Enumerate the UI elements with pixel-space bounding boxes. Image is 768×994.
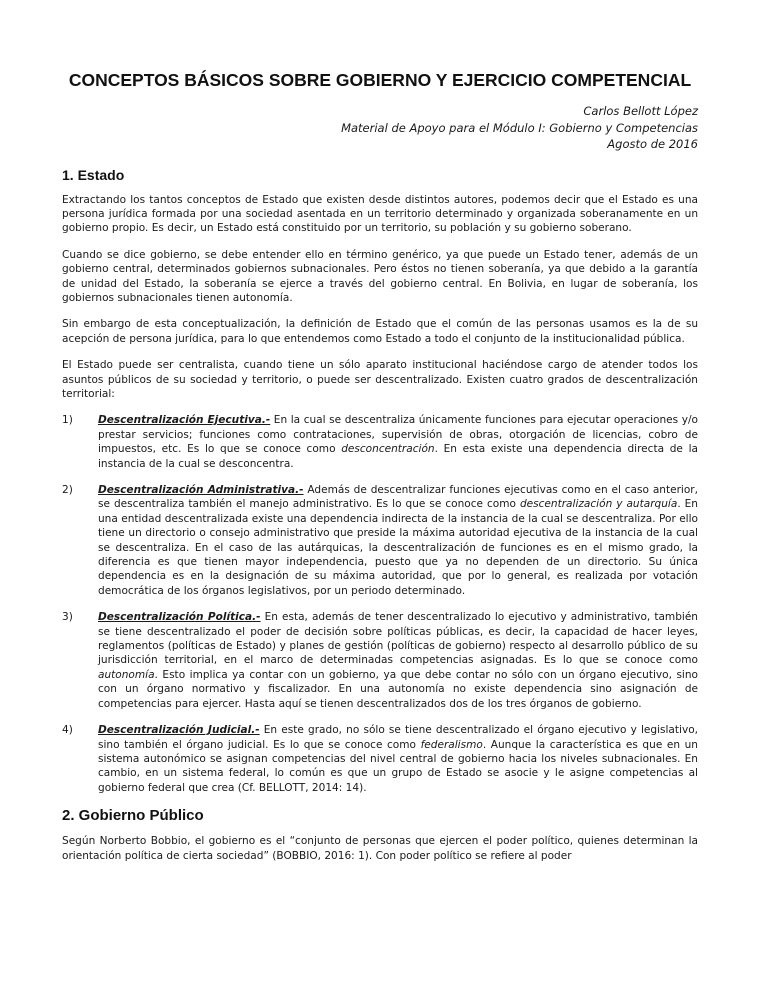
- list-number: 1): [62, 414, 73, 427]
- list-item-text: [98, 723, 698, 795]
- list-term: Descentralización Judicial.-: [98, 724, 260, 737]
- list-text: . Aunque la característica es que en un sistema autonómico se asignan competencias del nivel central de gobierno hacia los niveles subnacionales. En cambio, en un sistema federal, lo común es que un grupo de Estado se asocie y le asigne competencias al gobierno federal que crea (Cf. BELLOTT, 2014: 14).: [98, 738, 698, 794]
- section-heading-gobierno: 2. Gobierno Público: [62, 807, 204, 825]
- emphasis-text: descentralización y autarquía: [519, 498, 678, 511]
- list-term: Descentralización Administrativa.-: [98, 484, 304, 496]
- list-item: [62, 610, 698, 711]
- paragraph: Cuando se dice gobierno, se debe entender ello en término genérico, ya que puede un Estado tener, además de un gobierno central, determinados gobiernos subnacionales. Pero éstos no tienen soberanía, ya que debido a la garantía de unidad del Estado, la soberanía se ejerce a través del gobierno central. En Bolivia, en lugar de soberanía, los gobiernos subnacionales tienen autonomía.: [62, 248, 698, 304]
- list-item: [62, 723, 698, 795]
- list-text: Además de descentralizar funciones ejecutivas como en el caso anterior, se descentraliza también el manejo administrativo. Es lo que se conoce como: [98, 484, 698, 511]
- list-text: . En una entidad descentralizada existe una dependencia indirecta de la instancia de la cual se descentraliza. Por ello tiene un directorio o consejo administrativo que preside la máxima autoridad ejecutiva de la instancia de la cual se descentraliza. En el caso de las autárquicas, la descentralización de funciones es en el mismo grado, la diferencia es que tienen mayor independencia, puesto que ya no dependen de un directorio. Su única dependencia es en la designación de su máxima autoridad, que por lo general, es realizada por votación democrática de los órganos legislativos, por un periodo determinado.: [98, 498, 698, 597]
- section-heading-estado: 1. Estado: [62, 166, 125, 183]
- author-block: [62, 103, 698, 153]
- document-title: CONCEPTOS BÁSICOS SOBRE GOBIERNO Y EJERCICIO COMPETENCIAL: [68, 70, 692, 90]
- document-date: Agosto de 2016: [607, 137, 698, 151]
- emphasis-text: federalismo: [420, 738, 483, 751]
- list-item-text: [98, 413, 698, 471]
- list-item: [62, 413, 698, 471]
- list-item-text: [98, 483, 698, 598]
- list-term: Descentralización Ejecutiva.-: [98, 414, 271, 427]
- paragraph: Según Norberto Bobbio, el gobierno es el “conjunto de personas que ejercen el poder político, quienes determinan la orientación política de cierta sociedad” (BOBBIO, 2016: 1). Con poder político se refiere al poder: [62, 835, 698, 862]
- document-subtitle: Material de Apoyo para el Módulo I: Gobierno y Competencias: [341, 120, 698, 135]
- paragraph: El Estado puede ser centralista, cuando tiene un sólo aparato institucional haciéndose cargo de atender todos los asuntos públicos de su sociedad y territorio, o puede ser descentralizado. Existen cuatro grados de descentralización territorial:: [62, 359, 698, 400]
- emphasis-text: autonomía: [98, 668, 155, 681]
- paragraph: Sin embargo de esta conceptualización, la definición de Estado que el común de las personas usamos es la de su acepción de persona jurídica, para lo que entendemos como Estado a todo el conjunto de la institucionalidad pública.: [62, 318, 698, 345]
- decentralization-list: [62, 413, 698, 795]
- list-number: 2): [62, 484, 73, 496]
- list-term: Descentralización Política.-: [98, 611, 261, 624]
- list-text: . Esto implica ya contar con un gobierno, ya que debe contar no sólo con un órgano ejecutivo, sino con un órgano normativo y fiscalizador. En una autonomía no existe dependencia sino asignación de competencias para ejercer. Hasta aquí se tienen descentralizados dos de los tres órganos de gobierno.: [98, 668, 698, 710]
- emphasis-text: desconcentración: [341, 443, 435, 456]
- list-text: En esta, además de tener descentralizado lo ejecutivo y administrativo, también se tiene descentralizado el poder de decisión sobre políticas públicas, es decir, la capacidad de hacer leyes, reglamentos (políticas de Estado) y planes de gestión (políticas de gobierno) respecto al desarrollo público de su jurisdicción territorial, en el marco de determinadas competencias asignadas. Es lo que se conoce como: [98, 611, 698, 667]
- list-text: . En esta existe una dependencia directa de la instancia de la cual se desconcentra.: [98, 443, 698, 470]
- list-text: En este grado, no sólo se tiene descentralizado el órgano ejecutivo y legislativo, sino también el órgano judicial. Es lo que se conoce como: [98, 724, 699, 751]
- list-item-text: [98, 610, 698, 711]
- list-number: 3): [62, 611, 73, 624]
- list-text: En la cual se descentraliza únicamente funciones para ejecutar operaciones y/o prestar servicios; funciones como contrataciones, supervisión de obras, otorgación de licencias, cobro de impuestos, etc. Es lo que se conoce como: [98, 414, 698, 456]
- author-name: Carlos Bellott López: [583, 104, 698, 118]
- list-number: 4): [62, 724, 73, 737]
- list-item: [62, 483, 698, 598]
- paragraph: Extractando los tantos conceptos de Estado que existen desde distintos autores, podemos decir que el Estado es una persona jurídica formada por una sociedad asentada en un territorio determinado y organizada soberanamente en un gobierno propio. Es decir, un Estado está constituido por un territorio, su población y su gobierno soberano.: [62, 193, 698, 235]
